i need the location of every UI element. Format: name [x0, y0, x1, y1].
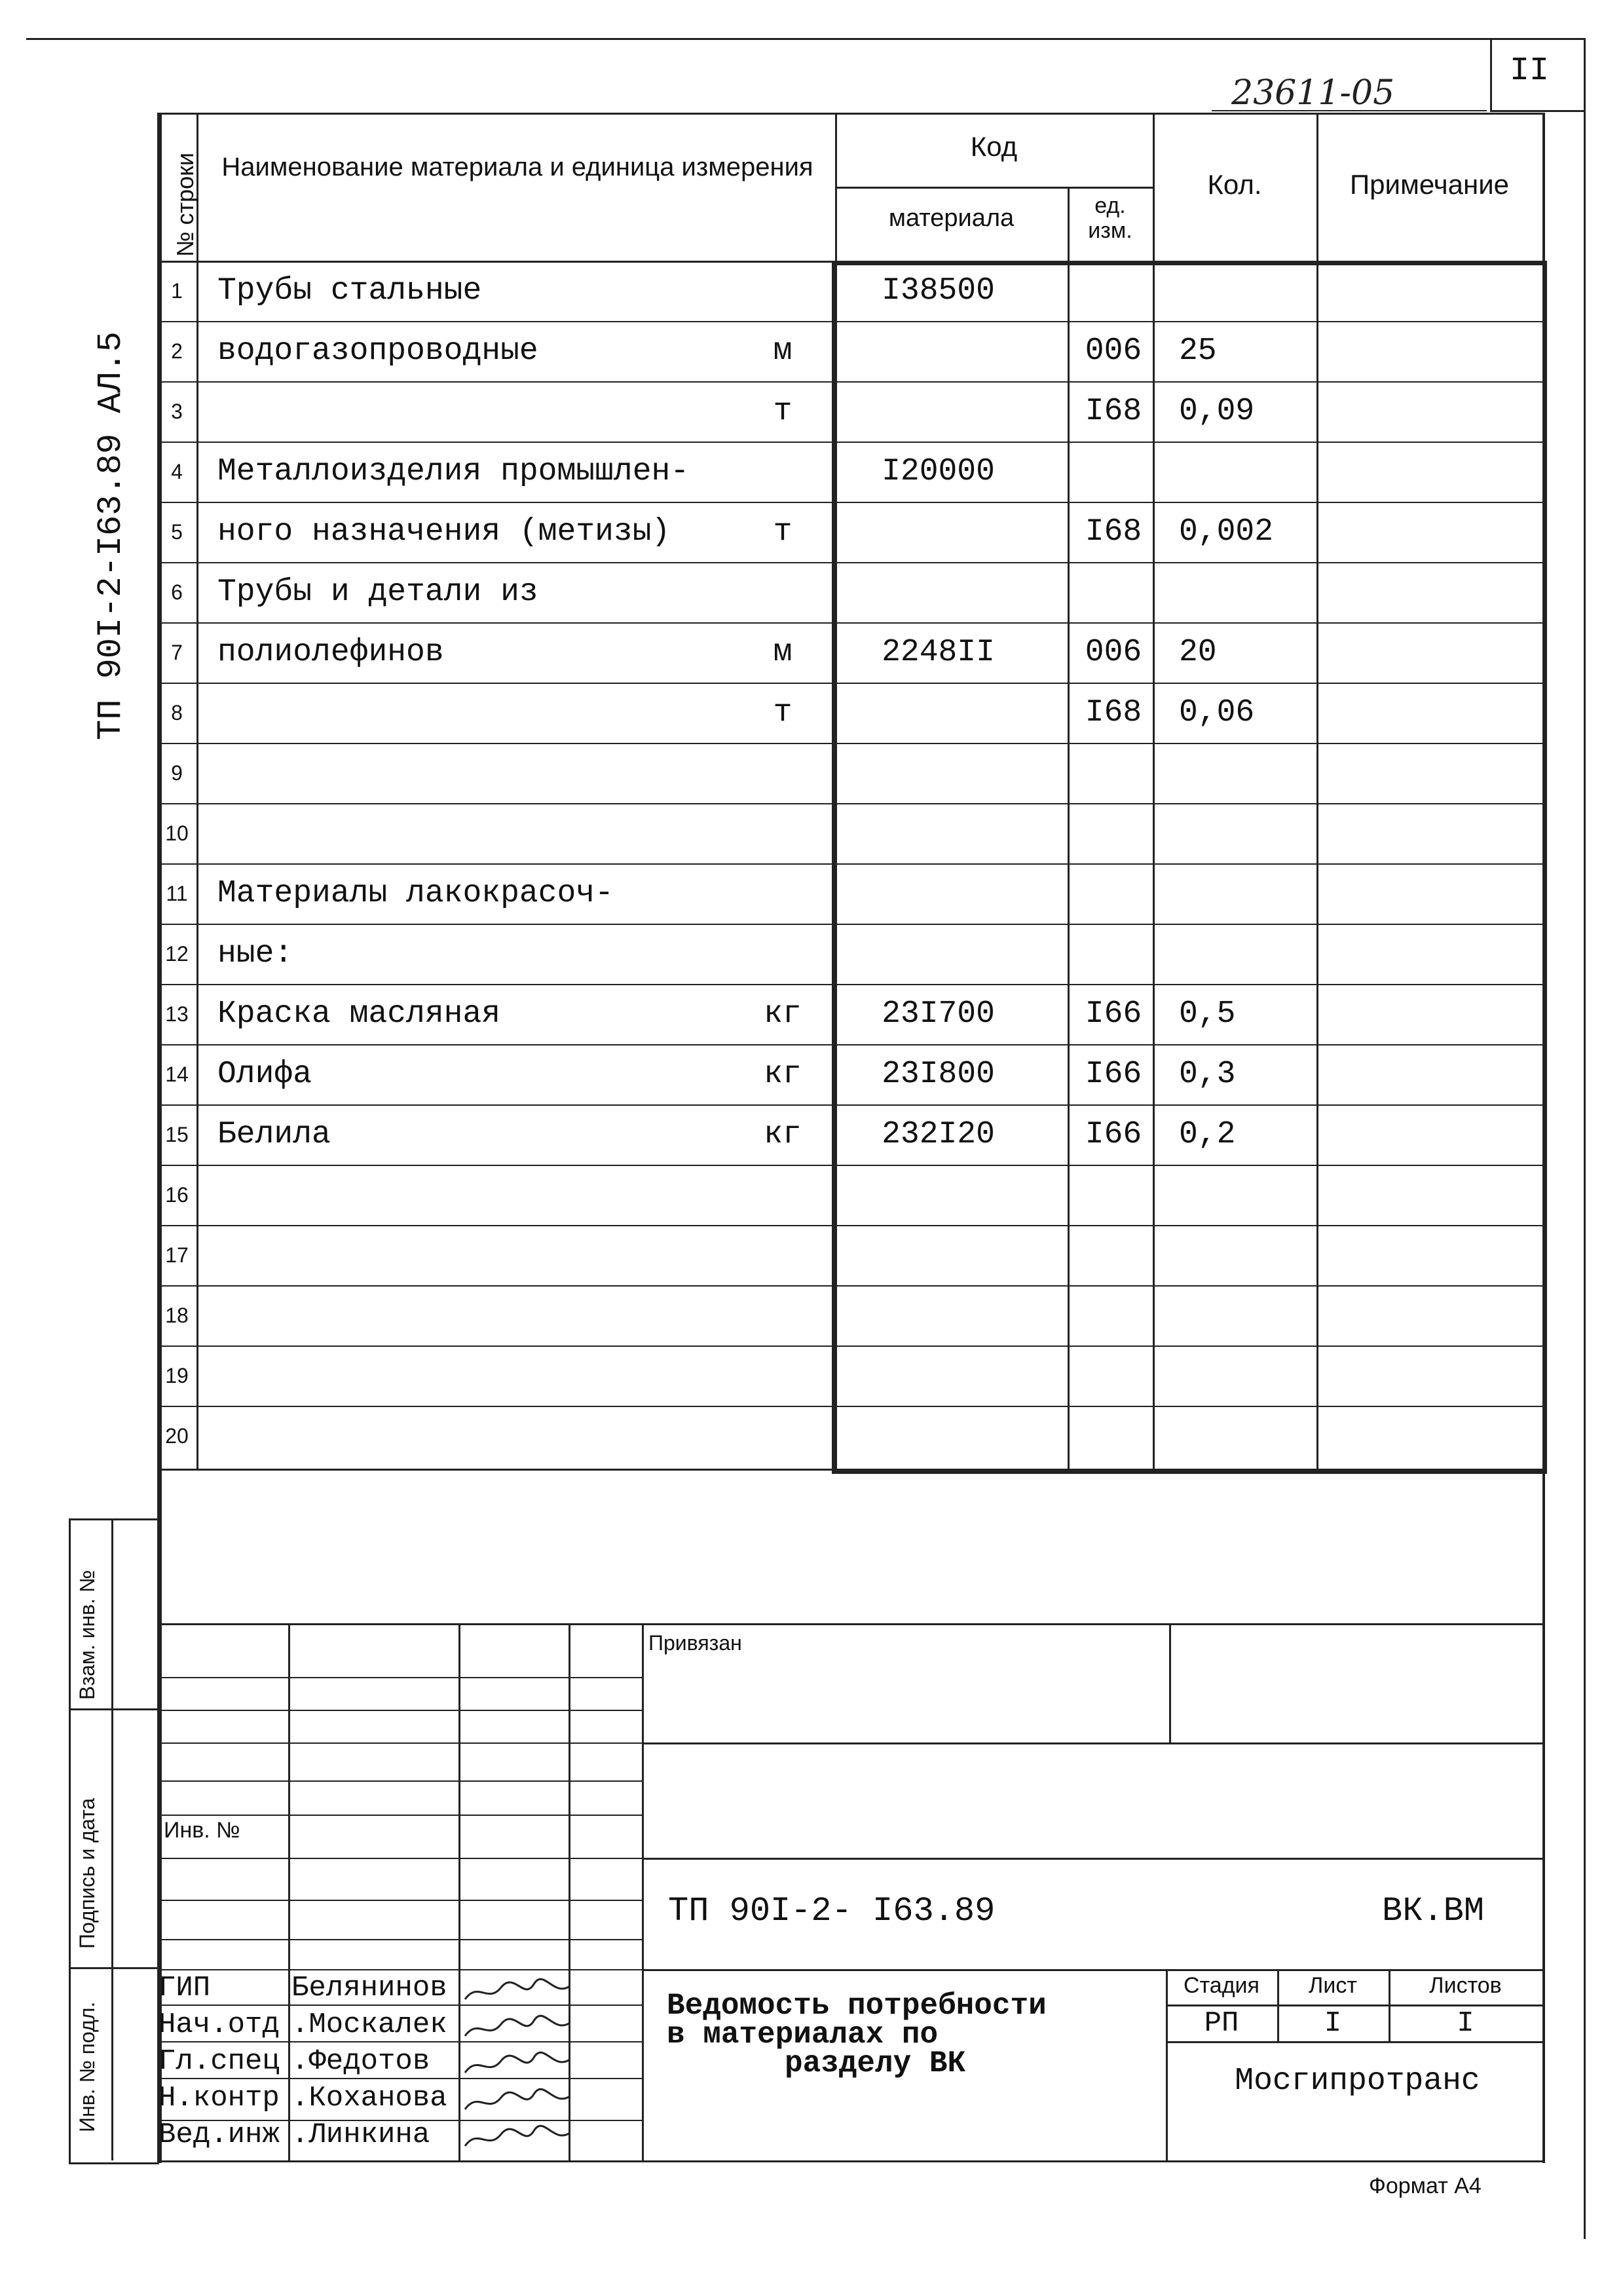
quantity — [1166, 1225, 1330, 1285]
quantity — [1166, 924, 1330, 984]
table-top-border — [157, 113, 1544, 115]
title-block-bottom — [157, 2160, 1544, 2162]
unit — [734, 924, 832, 984]
material-name: Материалы лакокрасоч- — [217, 876, 614, 911]
table-row — [157, 1346, 1544, 1406]
title-block-grid-line — [157, 1742, 642, 1744]
unit-code — [1071, 261, 1156, 321]
material-code: 23I800 — [882, 1057, 995, 1092]
quantity — [1166, 1406, 1330, 1466]
unit: т — [773, 695, 793, 730]
table-row — [157, 321, 1544, 381]
unit — [734, 1285, 832, 1346]
title-block-top — [157, 1623, 1544, 1625]
tb-stage-label: Стадия — [1184, 1973, 1259, 1998]
tb-mark: ВК.ВМ — [1382, 1892, 1485, 1930]
table-row — [157, 1044, 1544, 1104]
side-stamp-sep2 — [69, 1967, 157, 1969]
unit: кг — [764, 1057, 802, 1092]
table-bottom — [157, 1469, 1544, 1471]
material-name: Белила — [217, 1117, 331, 1152]
signature-scribble — [462, 2011, 573, 2044]
tb-title-line1: Ведомость потребности — [667, 1989, 1047, 2023]
table-row — [157, 1165, 1544, 1225]
row-number: 2 — [171, 339, 183, 363]
side-inv-podl: Инв. № подл. — [75, 2001, 99, 2132]
title-block-grid-line — [157, 1939, 642, 1940]
table-row — [157, 924, 1544, 984]
quantity — [1166, 1285, 1330, 1346]
material-name: Олифа — [217, 1057, 312, 1092]
header-quantity: Кол. — [1207, 169, 1262, 200]
unit-code: 006 — [1085, 635, 1142, 670]
row-number: 18 — [165, 1303, 189, 1327]
unit — [734, 261, 832, 321]
tb-title-line2: в материалах по — [667, 2018, 939, 2052]
side-document-code: ТП 90I-2-I63.89 АЛ.5 — [92, 331, 130, 740]
tb-col4 — [642, 1623, 644, 2160]
signer-role: Гл.спец — [159, 2045, 280, 2078]
quantity: 0,002 — [1179, 514, 1274, 550]
unit — [734, 442, 832, 502]
quantity — [1166, 261, 1330, 321]
row-number: 20 — [165, 1423, 189, 1448]
unit: м — [773, 333, 793, 369]
signature-scribble — [462, 2048, 573, 2080]
material-name — [217, 1165, 807, 1225]
row-number: 12 — [165, 941, 189, 966]
signer-name: .Москалек — [291, 2008, 447, 2041]
header-code: Код — [970, 131, 1018, 162]
unit-code — [1071, 442, 1156, 502]
signer-name: Белянинов — [291, 1972, 447, 2004]
material-code — [835, 502, 1068, 562]
tb-privyazan: Привязан — [648, 1631, 742, 1655]
table-row — [157, 381, 1544, 442]
material-code — [835, 803, 1068, 863]
side-podpis-data: Подпись и дата — [75, 1797, 99, 1949]
archive-underline — [1212, 110, 1487, 111]
sheet-corner-number: II — [1510, 52, 1550, 90]
material-name: Трубы стальные — [217, 273, 482, 309]
material-name: Краска масляная — [217, 996, 501, 1032]
corner-box-bottom — [1490, 110, 1584, 112]
material-name — [217, 1225, 807, 1285]
unit-code: I66 — [1085, 1057, 1142, 1092]
quantity: 0,2 — [1179, 1117, 1236, 1152]
quantity: 20 — [1179, 635, 1217, 670]
header-code-material: материала — [888, 204, 1015, 232]
table-row — [157, 502, 1544, 562]
tb-col1 — [288, 1623, 290, 2160]
material-code — [835, 1406, 1068, 1466]
unit — [734, 863, 832, 924]
table-row — [157, 803, 1544, 863]
header-row-number: № строки — [172, 152, 198, 257]
tb-sheets-value: I — [1457, 2007, 1474, 2040]
material-code — [835, 562, 1068, 622]
material-code — [835, 1165, 1068, 1225]
quantity: 25 — [1179, 333, 1217, 369]
unit-code — [1071, 562, 1156, 622]
row-number: 3 — [171, 399, 183, 423]
unit-code — [1071, 924, 1156, 984]
material-name — [217, 743, 807, 803]
top-border — [26, 38, 1585, 40]
material-code — [835, 743, 1068, 803]
row-number: 17 — [165, 1243, 189, 1267]
row-number: 11 — [166, 881, 188, 905]
title-block-grid-line — [157, 1815, 642, 1816]
tb-document-code: ТП 90I-2- I63.89 — [668, 1892, 996, 1930]
material-name — [217, 381, 807, 442]
material-code — [835, 1225, 1068, 1285]
quantity — [1166, 442, 1330, 502]
tb-stage-value: РП — [1204, 2007, 1239, 2040]
row-number: 7 — [171, 640, 183, 664]
title-block-grid-line — [157, 1780, 642, 1782]
unit-code: I66 — [1085, 996, 1142, 1032]
material-name — [217, 1346, 807, 1406]
row-number: 13 — [165, 1002, 189, 1026]
unit — [734, 743, 832, 803]
tb-line-c — [642, 1969, 1542, 1971]
material-name: ные: — [217, 936, 293, 971]
quantity — [1166, 1165, 1330, 1225]
unit: т — [773, 394, 793, 429]
unit: кг — [764, 996, 802, 1032]
tb-sheet-label: Лист — [1309, 1973, 1357, 1998]
material-code — [835, 924, 1068, 984]
row-number: 14 — [165, 1062, 189, 1086]
unit-code: I68 — [1085, 695, 1142, 730]
unit — [734, 803, 832, 863]
material-name — [217, 1406, 807, 1466]
material-name — [217, 803, 807, 863]
side-vzam-inv: Взам. инв. № — [75, 1570, 99, 1700]
signer-role: Нач.отд — [159, 2008, 280, 2041]
material-code — [835, 1346, 1068, 1406]
unit — [734, 1346, 832, 1406]
signer-role: ГИП — [159, 1972, 211, 2004]
row-number: 6 — [171, 580, 183, 604]
material-name — [217, 683, 807, 743]
unit-code: 006 — [1085, 333, 1142, 369]
material-name: водогазопроводные — [217, 333, 538, 369]
material-code: 23I700 — [882, 996, 995, 1032]
table-row — [157, 743, 1544, 803]
corner-box-divider — [1490, 38, 1492, 110]
tb-sheet-value: I — [1324, 2007, 1342, 2040]
signature-scribble — [462, 1974, 573, 2007]
quantity — [1166, 562, 1330, 622]
unit — [734, 1165, 832, 1225]
tb-line-b — [642, 1858, 1542, 1860]
unit — [734, 1225, 832, 1285]
row-number: 8 — [171, 700, 183, 725]
signer-name: .Федотов — [291, 2045, 430, 2078]
unit: кг — [764, 1117, 802, 1152]
unit-code — [1071, 1406, 1156, 1466]
quantity: 0,06 — [1179, 695, 1255, 730]
table-row — [157, 683, 1544, 743]
unit-code — [1071, 1225, 1156, 1285]
material-code — [835, 863, 1068, 924]
unit-code: I68 — [1085, 394, 1142, 429]
tb-privyazan-sep — [1169, 1623, 1171, 1742]
material-code — [835, 1285, 1068, 1346]
material-name: Металлоизделия промышлен- — [217, 454, 690, 489]
material-code — [835, 683, 1068, 743]
quantity: 0,09 — [1179, 394, 1255, 429]
signer-name: .Линкина — [291, 2118, 430, 2151]
unit: т — [773, 514, 793, 550]
quantity — [1166, 863, 1330, 924]
signer-name: .Коханова — [291, 2082, 447, 2115]
signer-role: Вед.инж — [159, 2118, 280, 2151]
header-material-name: Наименование материала и единица измерения — [221, 153, 813, 181]
unit: м — [773, 635, 793, 670]
material-name: Трубы и детали из — [217, 574, 538, 610]
title-block-grid-line — [157, 1710, 642, 1711]
title-block-grid-line — [157, 1677, 642, 1678]
table-row — [157, 1406, 1544, 1466]
unit-code — [1071, 1285, 1156, 1346]
right-border — [1584, 38, 1586, 2239]
format-label: Формат А4 — [1369, 2174, 1482, 2198]
tb-title-line3: разделу ВК — [785, 2046, 966, 2080]
table-row — [157, 1225, 1544, 1285]
row-number: 9 — [171, 761, 183, 785]
title-block-grid-line — [157, 1969, 642, 1970]
row-number: 16 — [165, 1182, 189, 1207]
tb-inv-no-label: Инв. № — [164, 1818, 240, 1843]
signature-scribble — [462, 2121, 573, 2154]
table-row — [157, 863, 1544, 924]
title-block-grid-line — [157, 1900, 642, 1901]
title-block-grid-line — [157, 1858, 642, 1859]
table-row — [157, 1285, 1544, 1346]
table-row — [157, 442, 1544, 502]
material-code — [835, 321, 1068, 381]
row-number: 5 — [171, 519, 183, 544]
row-number: 10 — [165, 821, 189, 845]
table-row — [157, 622, 1544, 683]
tb-sheets-label: Листов — [1429, 1973, 1502, 1998]
quantity — [1166, 1346, 1330, 1406]
side-stamp-divider — [111, 1518, 113, 2160]
unit-code — [1071, 1165, 1156, 1225]
side-stamp-sep1 — [69, 1708, 157, 1710]
tb-title — [667, 1991, 1047, 2078]
material-name: полиолефинов — [217, 635, 444, 670]
row-number: 1 — [171, 278, 183, 303]
quantity: 0,5 — [1179, 996, 1236, 1032]
quantity: 0,3 — [1179, 1057, 1236, 1092]
unit-code — [1071, 1346, 1156, 1406]
unit — [734, 562, 832, 622]
quantity — [1166, 803, 1330, 863]
archive-number: 23611-05 — [1231, 73, 1395, 113]
material-name: ного назначения (метизы) — [217, 514, 671, 550]
unit-code: I68 — [1085, 514, 1142, 550]
tb-stage-bottom — [1166, 2041, 1542, 2043]
unit — [734, 1406, 832, 1466]
unit-code: I66 — [1085, 1117, 1142, 1152]
row-number: 4 — [171, 459, 183, 483]
unit-code — [1071, 863, 1156, 924]
tb-line-a — [642, 1742, 1542, 1744]
header-note: Примечание — [1349, 169, 1510, 200]
tb-organization: Мосгипротранс — [1235, 2063, 1480, 2099]
signer-role: Н.контр — [159, 2082, 280, 2115]
table-row — [157, 1104, 1544, 1165]
material-code: I38500 — [882, 273, 995, 309]
header-code-split — [835, 187, 1153, 189]
table-row — [157, 984, 1544, 1044]
table-row — [157, 261, 1544, 321]
header-code-unit: ед. изм. — [1088, 193, 1132, 243]
material-code: 232I20 — [882, 1117, 995, 1152]
quantity — [1166, 743, 1330, 803]
material-code: I20000 — [882, 454, 995, 489]
unit-code — [1071, 743, 1156, 803]
material-code: 2248II — [882, 635, 995, 670]
tb-stage-mid — [1166, 2004, 1542, 2006]
table-row — [157, 562, 1544, 622]
material-code — [835, 381, 1068, 442]
tb-col2 — [458, 1623, 460, 2160]
material-name — [217, 1285, 807, 1346]
unit-code — [1071, 803, 1156, 863]
row-number: 19 — [165, 1363, 189, 1387]
signature-scribble — [462, 2084, 573, 2117]
row-number: 15 — [165, 1122, 189, 1146]
